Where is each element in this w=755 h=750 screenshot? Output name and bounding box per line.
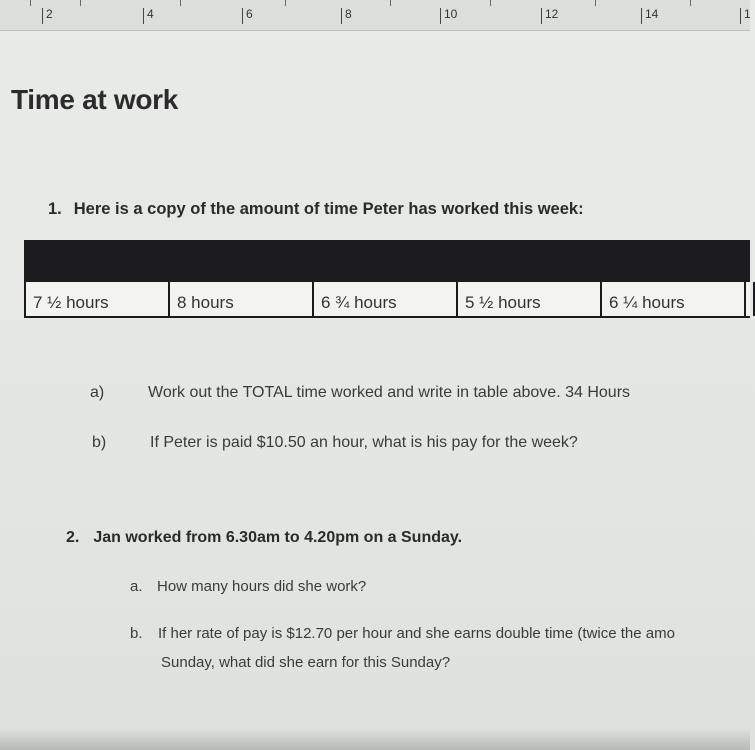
question-1b-label: b) [92,434,107,451]
question-2a-text: How many hours did she work? [157,578,367,595]
page-bottom-shadow [0,728,750,750]
ruler-label: 8 [341,8,352,24]
question-1-text: Here is a copy of the amount of time Peter has worked this week: [73,200,584,218]
question-1a-text: Work out the TOTAL time worked and write in table above. 34 Hours [148,384,631,401]
question-1-number: 1. [48,200,62,218]
ruler-label: 14 [641,8,658,24]
question-2b-label: b. [130,625,143,642]
question-2b-continued: Sunday, what did she earn for this Sunday? [161,654,451,671]
ruler-minor-tick [690,0,691,6]
hours-cell: 5 ½ hours [458,282,602,316]
question-1a-label: a) [90,384,105,401]
question-2a-label: a. [130,578,143,595]
hours-table-row [24,282,750,318]
hours-cell: 6 ¼ hours [602,282,746,316]
ruler-label: 1 [740,8,751,24]
ruler-label: 4 [143,8,154,24]
question-1b-text: If Peter is paid $10.50 an hour, what is his pay for the week? [150,434,578,451]
question-2b-text: If her rate of pay is $12.70 per hour and she earns double time (twice the amo [158,625,675,642]
ruler-minor-tick [80,0,81,6]
question-2 [66,529,462,547]
ruler-minor-tick [180,0,181,6]
ruler-label: 2 [42,8,53,24]
ruler [0,0,750,31]
ruler-label: 6 [242,8,253,24]
ruler-minor-tick [285,0,286,6]
question-2-text: Jan worked from 6.30am to 4.20pm on a Sunday. [93,529,463,546]
question-1 [48,200,584,219]
hours-table-header [24,240,750,282]
hours-cell: 6 ¾ hours [314,282,458,316]
hours-cell: 7 ½ hours [26,282,170,316]
document-title: Time at work [11,84,179,115]
question-2-number: 2. [66,529,80,546]
ruler-minor-tick [595,0,596,6]
hours-cell: 8 hours [170,282,314,316]
ruler-minor-tick [390,0,391,6]
hours-cell-partial [746,282,755,316]
ruler-label: 12 [541,8,558,24]
ruler-minor-tick [490,0,491,6]
ruler-minor-tick [30,0,31,6]
ruler-label: 10 [440,8,457,24]
